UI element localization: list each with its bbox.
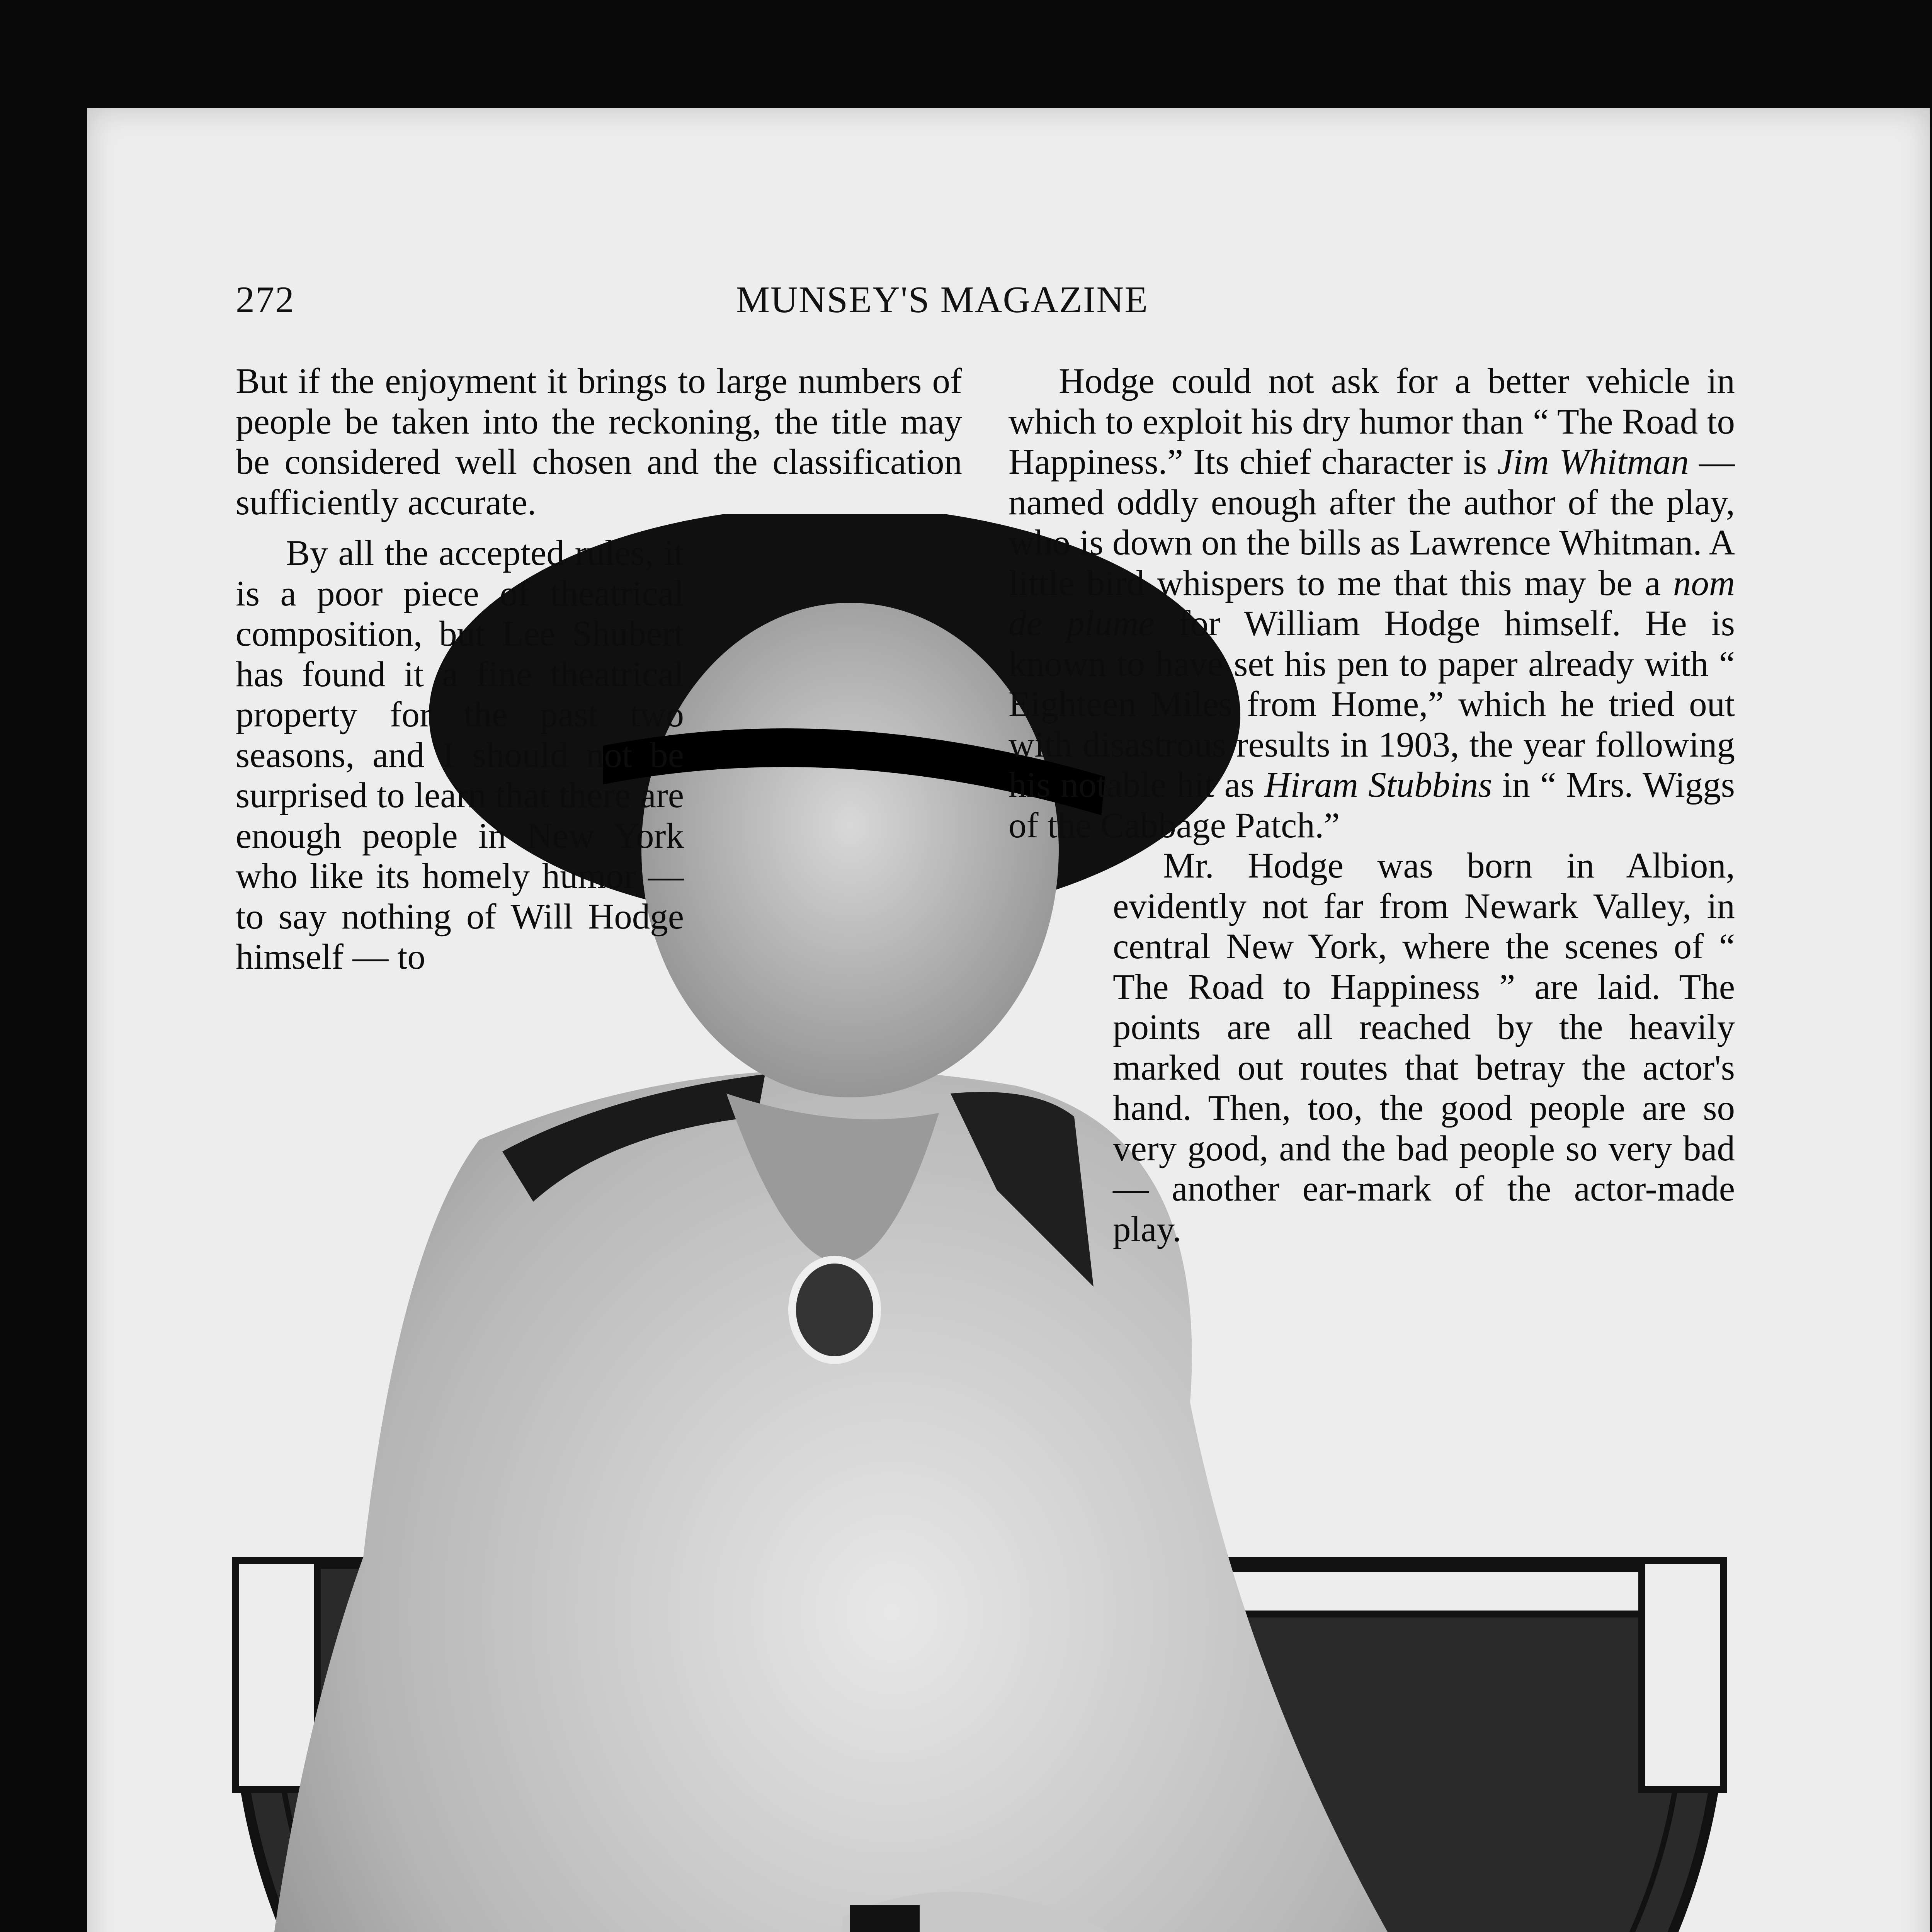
portrait-face [641, 603, 1059, 1097]
portrait-cuff [850, 1905, 920, 1932]
page-number: 272 [236, 279, 295, 321]
running-head: MUNSEY'S MAGAZINE [736, 279, 1149, 321]
para-intro: But if the enjoyment it brings to large numbers of people be taken into the reckoning, the title may be considered well chosen and the classification sufficiently accurate. [236, 361, 962, 522]
frame-corner-right [1638, 1557, 1727, 1793]
left-column-wrap [236, 533, 684, 978]
phrase-nom-de-plume: nom de plume [1009, 563, 1735, 643]
text-run: for William Hodge himself. He is known to have set his pen to paper already with “ Eighteen Miles from Home,” which he tried out with disastrous results in 1903, the year following his notable hit as [1009, 604, 1735, 805]
character-name: Jim Whitman [1497, 442, 1689, 482]
para-accepted-rules: By all the accepted rules, it is a poor piece of theatrical composition, but Lee Shubert has found it a fine theatrical property for the past two seasons, and I should not be surprised to learn that there are enough people in New York who like its homely humor — to say nothing of Will Hodge himself — to [236, 533, 684, 977]
para-hodge-born: Mr. Hodge was born in Albion, evidently not far from Newark Valley, in central New York, where the scenes of “ The Road to Happiness ” are laid. The points are all reached by the heavily marked out routes that betray the actor's hand. Then, too, the good people are so very good, and the bad people so very bad — another ear-mark of the actor-made play. [1113, 846, 1735, 1249]
para-hodge-vehicle [1009, 361, 1735, 846]
portrait-pendant [792, 1260, 877, 1360]
left-column-top [236, 361, 962, 523]
right-column [1009, 361, 1735, 1250]
text-run: Hodge could not ask for a better vehicle in which to exploit his dry humor than “ The Road to Happiness.” Its chief character is [1009, 361, 1735, 482]
character-name: Hiram Stubbins [1264, 765, 1492, 805]
text-run: — named oddly enough after the author of the play, who is down on the bills as Lawrence Whitman. A little bird whispers to me that this may be a [1009, 442, 1735, 603]
text-run: in “ Mrs. Wiggs of the Cabbage Patch.” [1009, 765, 1735, 845]
